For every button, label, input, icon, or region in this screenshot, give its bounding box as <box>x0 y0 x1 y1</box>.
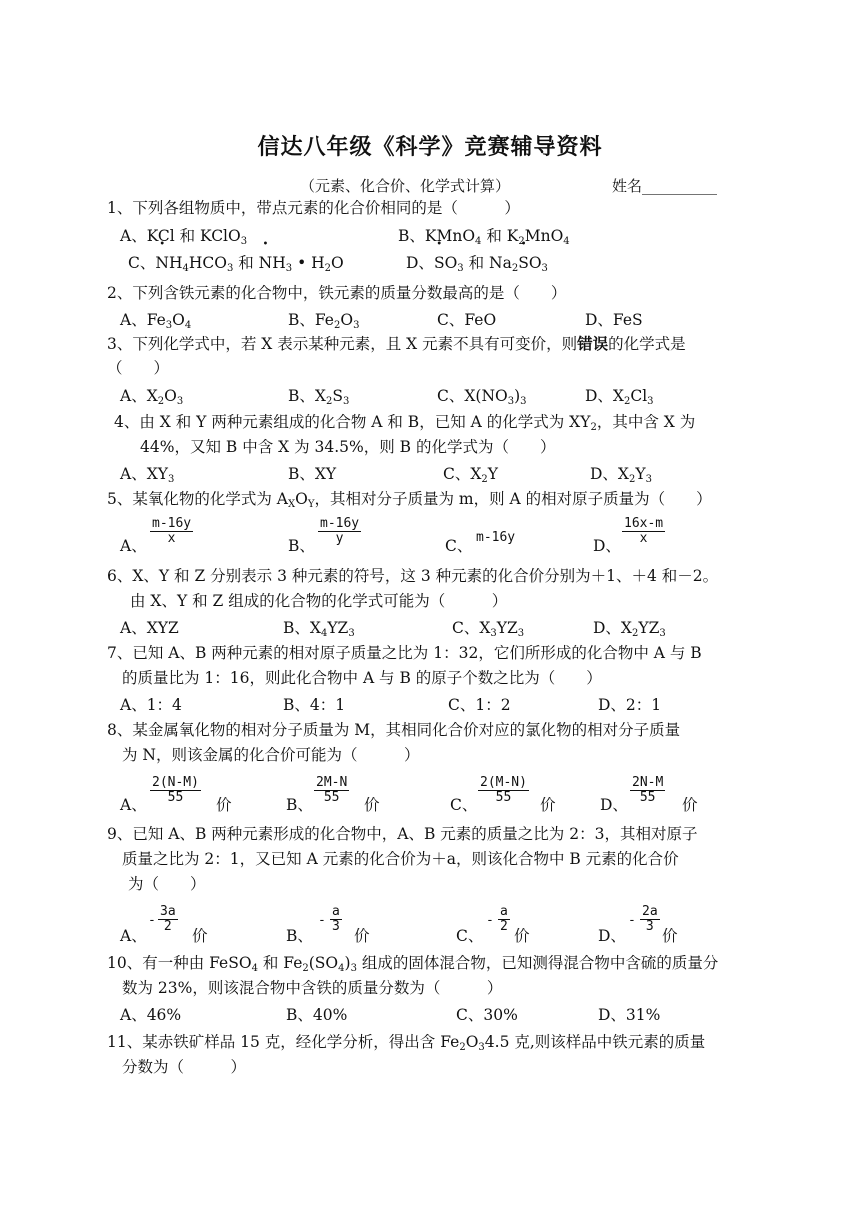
option-text: D、X <box>585 387 624 405</box>
question-8-option-b-fraction <box>314 776 349 805</box>
subscript: Y <box>307 499 315 510</box>
question-5-option-c-label: C、 <box>445 537 473 555</box>
stem-text: ，其中含 X 为 <box>596 413 696 431</box>
question-1-option-a: A、KCl 和 KClO$_3$ <box>120 227 248 247</box>
question-3-option-a: A、$X_2O_3$ <box>120 387 184 407</box>
question-3-stem-cont: （ ） <box>107 359 170 377</box>
question-8-option-d-fraction <box>630 776 665 805</box>
option-text: C、X <box>452 619 491 637</box>
question-6-option-b: B、$X_4YZ_3$ <box>283 619 355 639</box>
question-7-option-d: D、2：1 <box>598 696 662 714</box>
numerator: 2a <box>642 904 658 919</box>
numerator: m-16y <box>320 516 360 531</box>
question-10-option-a: A、46% <box>120 1006 182 1024</box>
question-9-option-a-sign <box>148 908 158 932</box>
question-9-option-c-sign <box>486 908 496 932</box>
option-text: O <box>528 254 542 272</box>
question-4-stem: 4、由 X 和 Y 两种元素组成的化合物 A 和 B，已知 A 的化学式为 $XY_2$，其中含 X 为 <box>114 413 696 433</box>
numerator: 2(M-N) <box>480 775 527 790</box>
question-8-option-d-label: D、 <box>600 796 628 814</box>
question-6-option-a: A、XYZ <box>120 619 179 637</box>
numerator: m-16y <box>152 516 192 531</box>
dotted-element: • S <box>434 252 445 274</box>
emphasis-text: 错误 <box>577 334 609 353</box>
question-3-option-c: C、$X(NO_3)_3$ <box>437 387 527 407</box>
dotted-element: • N <box>259 252 273 274</box>
question-7-option-b: B、4：1 <box>283 696 346 714</box>
question-10-stem: 10、有一种由 FeSO$_4$ 和 $Fe_2(SO_4)_3$ 组成的固体混合物，已知测得混合物中含硫的质量分 <box>107 954 719 974</box>
question-6-option-d: D、$X_2YZ_3$ <box>593 619 666 639</box>
negative-sign: - <box>148 913 156 928</box>
option-text: MnO <box>524 227 564 245</box>
stem-text: 组成的固体混合物，已知测得混合物中含硫的质量分 <box>356 954 719 972</box>
denominator: x <box>639 531 648 546</box>
option-text: H <box>272 254 286 272</box>
question-9-option-a-fraction <box>158 905 178 934</box>
option-text: B、X <box>288 387 326 405</box>
question-5-option-a-label: A、 <box>120 537 147 555</box>
negative-sign: - <box>486 913 494 928</box>
numerator: 3a <box>160 904 176 919</box>
denominator: 3 <box>332 919 340 934</box>
question-2-option-a: A、$Fe_3O_4$ <box>120 311 192 331</box>
name-field-label: 姓名__________ <box>612 177 718 195</box>
question-9-option-d-label: D、 <box>598 927 626 945</box>
question-8-option-a-unit: 价 <box>216 796 232 814</box>
option-text: A、Fe <box>120 311 166 329</box>
question-2-option-b: B、$Fe_2O_3$ <box>288 311 360 331</box>
page-title: 信达八年级《科学》竞赛辅导资料 <box>257 134 603 160</box>
stem-text: O <box>465 1033 479 1051</box>
question-2-option-d: D、FeS <box>585 311 643 329</box>
numerator: 2M-N <box>316 775 348 790</box>
denominator: 55 <box>639 790 656 805</box>
question-9-option-b-unit: 价 <box>354 927 370 945</box>
question-8-stem: 8、某金属氧化物的相对分子质量为 M，其相同化合价对应的氯化物的相对分子质量 <box>107 721 681 739</box>
question-9-option-b-sign <box>318 908 328 932</box>
question-9-stem-cont2: 为（ ） <box>128 875 206 893</box>
numerator: 2(N-M) <box>152 775 199 790</box>
question-8-stem-cont: 为 N，则该金属的化合价可能为（ ） <box>122 746 420 764</box>
denominator: 2 <box>163 919 172 934</box>
denominator: 55 <box>167 790 184 805</box>
question-9-option-a-unit: 价 <box>192 927 208 945</box>
question-8-option-b-unit: 价 <box>364 796 380 814</box>
question-8-option-b-label: B、 <box>286 796 313 814</box>
question-7-stem-cont: 的质量比为 1：16，则此化合物中 A 与 B 的原子个数之比为（ ） <box>122 669 602 687</box>
option-text: A、X <box>120 387 158 405</box>
denominator: x <box>167 531 176 546</box>
question-8-option-d-unit: 价 <box>682 796 698 814</box>
stem-text: 4.5 克,则该样品中铁元素的质量 <box>484 1033 706 1051</box>
option-text: • H <box>292 254 325 272</box>
option-text: O <box>444 254 458 272</box>
numerator: 16x-m <box>624 516 664 531</box>
question-2-stem: 2、下列含铁元素的化合物中，铁元素的质量分数最高的是（ ） <box>107 284 567 302</box>
denominator: y <box>335 531 344 546</box>
question-5-stem <box>107 488 712 516</box>
stem-text: 的化学式是 <box>608 335 686 353</box>
option-text: D、 <box>406 254 434 272</box>
subscript: X <box>287 499 296 510</box>
option-text: C、 <box>128 254 156 272</box>
numerator: a <box>332 904 340 919</box>
negative-sign: - <box>628 913 636 928</box>
option-text: D、X <box>593 619 632 637</box>
question-9-option-d-sign <box>628 908 638 932</box>
stem-text: 10、有一种由 FeSO <box>107 954 252 972</box>
question-3-stem <box>107 333 686 355</box>
question-9-option-c-fraction <box>498 905 510 934</box>
question-9-stem-cont: 质量之比为 2：1，又已知 A 元素的化合价为＋a，则该化合物中 B 元素的化合价 <box>122 850 679 868</box>
question-9-option-d-unit: 价 <box>662 927 678 945</box>
question-5-option-d-label: D、 <box>593 537 621 555</box>
option-text: 和 K <box>481 227 519 245</box>
option-text: O <box>331 254 344 272</box>
question-6-stem-cont: 由 X、Y 和 Z 组成的化合物的化学式可能为（ ） <box>130 592 508 610</box>
option-text: C、X(NO <box>437 387 508 405</box>
stem-text: (SO <box>308 954 339 972</box>
question-1-stem: 1、下列各组物质中，带点元素的化合价相同的是（ ） <box>107 199 520 217</box>
question-4-option-d: D、$X_2Y_3$ <box>590 465 652 485</box>
question-8-option-a-label: A、 <box>120 796 147 814</box>
stem-text: O <box>295 490 308 508</box>
question-6-stem: 6、X、Y 和 Z 分别表示 3 种元素的符号，这 3 种元素的化合价分别为＋1、＋4 和－2。 <box>107 567 719 585</box>
negative-sign: - <box>318 913 326 928</box>
question-5-option-a-fraction <box>150 517 193 546</box>
question-5-option-b-fraction <box>318 517 361 546</box>
option-text: HCO <box>188 254 227 272</box>
question-9-option-c-label: C、 <box>456 927 484 945</box>
question-10-stem-cont: 数为 23%，则该混合物中含铁的质量分数为（ ） <box>122 979 503 997</box>
question-9-option-a-label: A、 <box>120 927 147 945</box>
question-8-option-c-label: C、 <box>450 796 478 814</box>
stem-text: 3、下列化学式中，若 X 表示某种元素，且 X 元素不具有可变价，则 <box>107 335 578 353</box>
stem-text: 和 Fe <box>257 954 303 972</box>
question-3-option-b: B、$X_2S_3$ <box>288 387 350 407</box>
question-9-option-d-fraction <box>640 905 660 934</box>
question-10-option-b: B、40% <box>286 1006 348 1024</box>
question-7-option-c: C、1：2 <box>448 696 511 714</box>
stem-text: 11、某赤铁矿样品 15 克，经化学分析，得出含 Fe <box>107 1033 460 1051</box>
subtitle: （元素、化合价、化学式计算） <box>300 177 511 195</box>
option-text: 和 Na <box>463 254 512 272</box>
option-text: H <box>168 254 183 272</box>
option-text: D、X <box>590 465 629 483</box>
question-4-option-a: A、$XY_3$ <box>120 465 175 485</box>
option-text: B、X <box>283 619 321 637</box>
denominator: 55 <box>323 790 340 805</box>
option-text: 和 <box>233 254 259 272</box>
dotted-element: • S <box>518 252 529 274</box>
question-6-option-c: C、$X_3YZ_3$ <box>452 619 525 639</box>
question-2-option-c: C、FeO <box>437 311 497 329</box>
question-9-option-b-fraction <box>330 905 342 934</box>
question-8-option-c-fraction <box>478 776 529 805</box>
question-1-option-c: C、• $NH_4HCO_3$ 和 • $NH_3$ • $H_2O$ <box>128 252 344 280</box>
stem-text: 4、由 X 和 Y 两种元素组成的化合物 A 和 B，已知 A 的化学式为 XY <box>114 413 591 431</box>
numerator: a <box>500 904 508 919</box>
dotted-element: • N <box>155 252 169 274</box>
question-9-option-b-label: B、 <box>286 927 313 945</box>
stem-text: ) <box>344 954 351 972</box>
question-4-option-c: C、$X_2Y$ <box>443 465 499 485</box>
option-text: C、X <box>443 465 482 483</box>
denominator: 55 <box>495 790 512 805</box>
question-10-option-d: D、31% <box>598 1006 661 1024</box>
question-7-option-a: A、1：4 <box>120 696 182 714</box>
question-1-option-d: D、• $SO_3$ 和 $Na_2•$ $SO_3$ <box>406 252 548 280</box>
question-4-stem-cont: 44%，又知 B 中含 X 为 34.5%，则 B 的化学式为（ ） <box>140 438 556 456</box>
numerator: 2N-M <box>632 775 664 790</box>
question-5-option-b-label: B、 <box>288 537 315 555</box>
denominator: 3 <box>645 919 654 934</box>
question-1-option-b: B、KMnO$_4$ 和 $K_2MnO_4$ <box>398 227 570 247</box>
option-text: B、KMnO <box>398 227 476 245</box>
option-text: A、KCl 和 KClO <box>120 227 241 245</box>
question-8-option-c-unit: 价 <box>540 796 556 814</box>
question-11-stem-cont: 分数为（ ） <box>122 1058 247 1076</box>
stem-text: 5、某氧化物的化学式为 A <box>107 490 288 508</box>
question-4-option-b: B、XY <box>288 465 337 483</box>
question-7-stem: 7、已知 A、B 两种元素的相对原子质量之比为 1：32，它们所形成的化合物中 A 与 B <box>107 644 702 662</box>
question-8-option-a-fraction <box>150 776 201 805</box>
question-3-option-d: D、$X_2Cl_3$ <box>585 387 654 407</box>
question-10-option-c: C、30% <box>456 1006 518 1024</box>
option-text: A、XY <box>120 465 168 483</box>
question-11-stem: 11、某赤铁矿样品 15 克，经化学分析，得出含 $Fe_2O_34.5$ 克,则该样品中铁元素的质量 <box>107 1033 706 1053</box>
question-5-option-c-value: m-16y <box>476 530 516 545</box>
question-9-option-c-unit: 价 <box>514 927 530 945</box>
question-5-option-d-fraction <box>622 517 665 546</box>
question-9-stem: 9、已知 A、B 两种元素形成的化合物中，A、B 元素的质量之比为 2：3，其相对原子 <box>107 825 698 843</box>
denominator: 2 <box>500 919 508 934</box>
stem-text: ，其相对分子质量为 m，则 A 的相对原子质量为（ ） <box>314 490 712 508</box>
option-text: B、Fe <box>288 311 334 329</box>
